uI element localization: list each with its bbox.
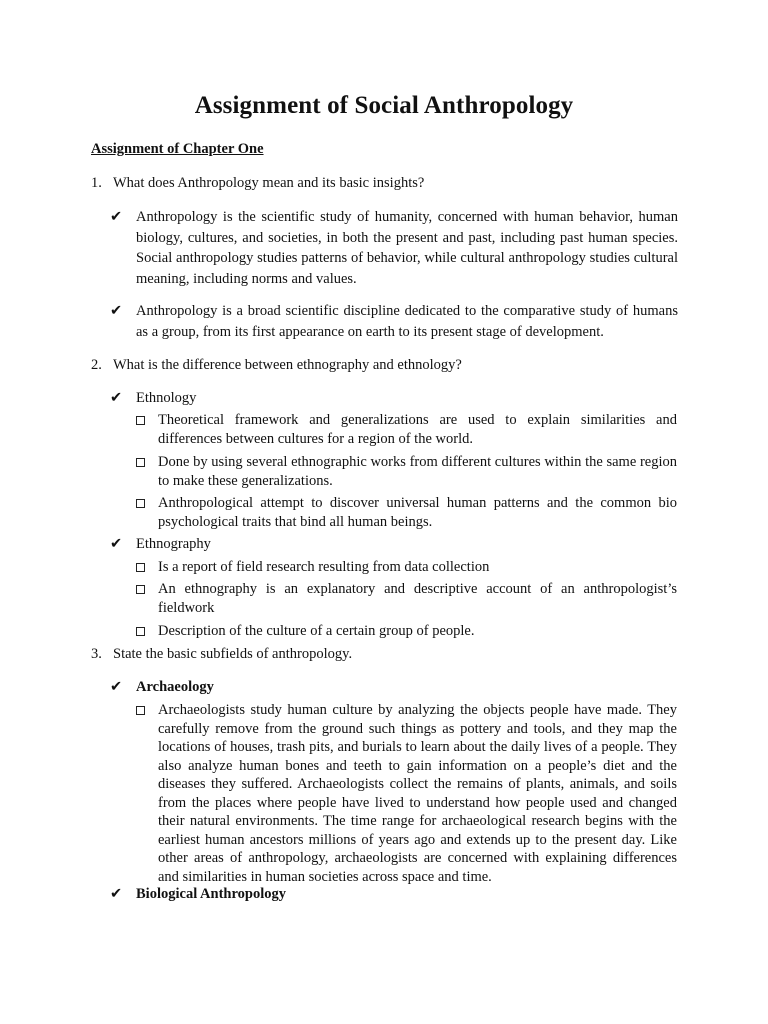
square-bullet-icon (136, 458, 145, 467)
list-item: Archaeologists study human culture by analyzing the objects people have made. They carefully remove from the ground such things as pottery and tools, and they map the locations of houses, trash pits, and burials to learn about the daily lives of a people. They also analyze human bones and teeth to gain information on a people’s diet and the diseases they suffered. Archaeologists collect the remains of plants, animals, and soils from the places where people have lived to understand how people used and changed their natural environments. The time range for archaeological research begins with the earliest human ancestors millions of years ago and extends up to the present day. Like other areas of anthropology, archaeologists are concerned with explaining differences and similarities in human societies across space and time. (158, 702, 677, 885)
square-bullet-icon (136, 585, 145, 594)
question-number: 2. (91, 357, 102, 373)
list-item: Is a report of field research resulting from data collection (158, 559, 490, 575)
question-text: What is the difference between ethnography and ethnology? (113, 357, 462, 373)
section-heading-ethnology: Ethnology (136, 390, 197, 406)
square-bullet-icon (136, 706, 145, 715)
chapter-heading: Assignment of Chapter One (91, 141, 264, 157)
question-number: 3. (91, 646, 102, 662)
square-bullet-icon (136, 627, 145, 636)
checkmark-icon: ✔ (110, 390, 123, 406)
section-heading-ethnography: Ethnography (136, 536, 211, 552)
checkmark-icon: ✔ (110, 679, 123, 695)
list-item: Done by using several ethnographic works from different cultures within the same region to make these generalizations. (158, 454, 677, 489)
list-item: An ethnography is an explanatory and descriptive account of an anthropologist’s fieldwork (158, 581, 677, 616)
question-text: State the basic subfields of anthropology. (113, 646, 353, 662)
question-1 (91, 175, 424, 192)
checkmark-icon: ✔ (110, 536, 123, 552)
square-bullet-icon (136, 499, 145, 508)
list-item: Description of the culture of a certain group of people. (158, 623, 475, 639)
section-heading-archaeology: Archaeology (136, 679, 214, 695)
question-2 (91, 357, 462, 374)
question-number: 1. (91, 175, 102, 191)
list-item: Anthropological attempt to discover universal human patterns and the common bio psychological traits that bind all human beings. (158, 495, 677, 530)
square-bullet-icon (136, 563, 145, 572)
checkmark-icon: ✔ (110, 209, 123, 225)
section-heading-biological-anthropology: Biological Anthropology (136, 886, 286, 902)
document-title: Assignment of Social Anthropology (194, 92, 574, 119)
question-3 (91, 646, 352, 663)
checkmark-icon: ✔ (110, 886, 123, 902)
answer-paragraph: Anthropology is a broad scientific discipline dedicated to the comparative study of humans as a group, from its first appearance on earth to its present stage of development. (136, 303, 678, 340)
checkmark-icon: ✔ (110, 303, 123, 319)
question-text: What does Anthropology mean and its basic insights? (113, 175, 425, 191)
square-bullet-icon (136, 416, 145, 425)
list-item: Theoretical framework and generalizations are used to explain similarities and differences between cultures for a region of the world. (158, 412, 677, 447)
answer-paragraph: Anthropology is the scientific study of humanity, concerned with human behavior, human biology, cultures, and societies, in both the present and past, including past human species. Social anthropology studies patterns of behavior, while cultural anthropology studies cultural meaning, including norms and values. (136, 209, 678, 288)
